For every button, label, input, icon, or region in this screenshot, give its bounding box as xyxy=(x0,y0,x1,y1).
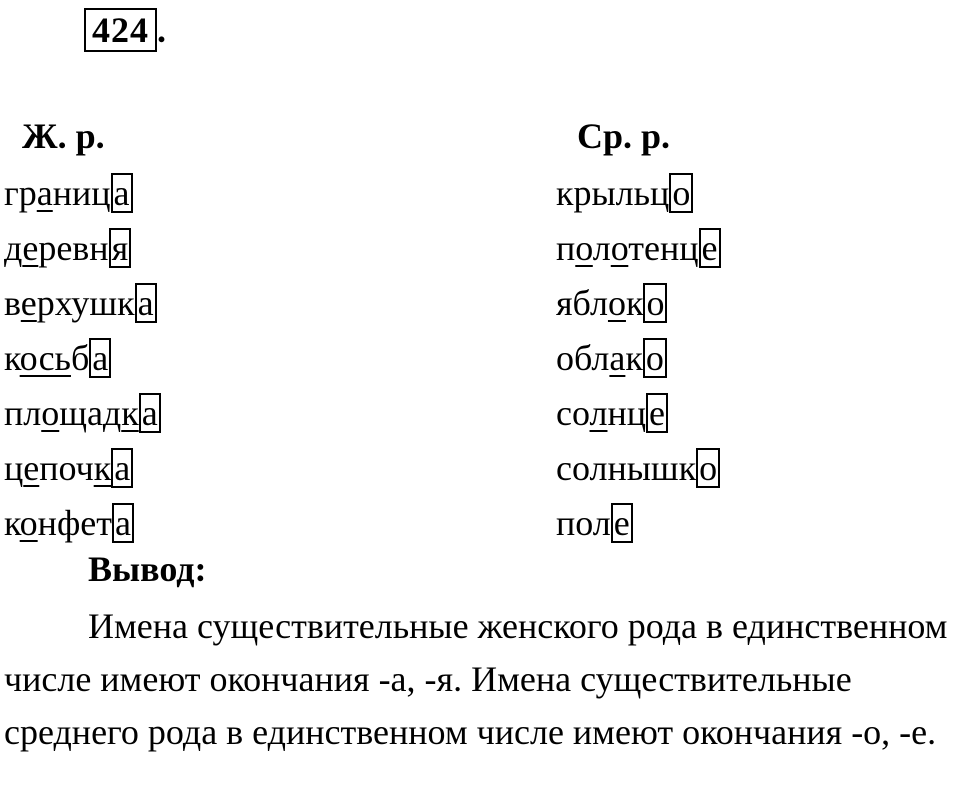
word-part: к xyxy=(625,338,643,378)
neuter-word xyxy=(556,276,721,331)
word-part: б xyxy=(70,338,90,378)
neuter-word xyxy=(556,166,721,221)
word-ending: о xyxy=(696,448,720,488)
word-part: ревн xyxy=(38,228,109,268)
neuter-word xyxy=(556,331,721,386)
word-part: крыльц xyxy=(556,173,670,213)
feminine-word xyxy=(4,441,161,496)
conclusion-heading: Вывод: xyxy=(88,549,207,589)
exercise-number-dot: . xyxy=(157,10,167,50)
unstressed-vowel: к xyxy=(93,448,112,488)
word-ending: а xyxy=(111,448,133,488)
word-part: ниц xyxy=(52,173,111,213)
feminine-word-list xyxy=(4,166,161,551)
word-part: ябл xyxy=(556,283,608,323)
feminine-word xyxy=(4,276,161,331)
unstressed-vowel: о xyxy=(610,228,629,268)
neuter-word-list xyxy=(556,166,721,551)
word-ending: о xyxy=(643,338,667,378)
word-part: к xyxy=(4,338,20,378)
feminine-word xyxy=(4,331,161,386)
word-ending: а xyxy=(89,338,111,378)
conclusion-text: Имена существительные женского рода в единственном числе имеют окончания -а, -я. Имена существительные среднего рода в единственном числе имеют окончания -о, -е. xyxy=(4,606,948,752)
word-part: д xyxy=(4,228,23,268)
unstressed-vowel: о xyxy=(607,283,626,323)
word-ending: а xyxy=(112,503,134,543)
word-ending: я xyxy=(109,228,132,268)
word-part: нц xyxy=(607,393,647,433)
word-part: обл xyxy=(556,338,610,378)
unstressed-vowel: к xyxy=(121,393,139,433)
feminine-word xyxy=(4,496,161,551)
word-part: солнышк xyxy=(556,448,697,488)
word-ending: е xyxy=(699,228,721,268)
word-ending: а xyxy=(139,393,161,433)
unstressed-vowel: о xyxy=(575,228,593,268)
word-ending: а xyxy=(135,283,157,323)
unstressed-vowel: е xyxy=(23,448,40,488)
unstressed-vowel: а xyxy=(36,173,53,213)
word-ending: е xyxy=(611,503,633,543)
word-part: со xyxy=(556,393,590,433)
word-part: пл xyxy=(4,393,42,433)
word-part: в xyxy=(4,283,21,323)
exercise-number-box: 424 xyxy=(84,8,157,52)
word-part: рхушк xyxy=(36,283,135,323)
neuter-word xyxy=(556,221,721,276)
feminine-word xyxy=(4,166,161,221)
exercise-number xyxy=(84,8,167,52)
word-part: тенц xyxy=(628,228,699,268)
word-part: к xyxy=(625,283,644,323)
feminine-word xyxy=(4,386,161,441)
unstressed-vowel: а xyxy=(609,338,626,378)
unstressed-vowel: ось xyxy=(19,338,71,378)
word-part: нфет xyxy=(37,503,112,543)
neuter-word xyxy=(556,496,721,551)
word-part: п xyxy=(556,228,576,268)
unstressed-vowel: е xyxy=(20,283,37,323)
neuter-word xyxy=(556,386,721,441)
neuter-word xyxy=(556,441,721,496)
word-part: пол xyxy=(556,503,611,543)
feminine-heading: Ж. р. xyxy=(22,116,105,156)
unstressed-vowel: о xyxy=(19,503,38,543)
unstressed-vowel: л xyxy=(589,393,608,433)
unstressed-vowel: о xyxy=(41,393,60,433)
neuter-heading: Ср. р. xyxy=(577,116,671,156)
word-ending: о xyxy=(669,173,693,213)
word-part: ц xyxy=(4,448,24,488)
word-part: к xyxy=(4,503,20,543)
unstressed-vowel: е xyxy=(22,228,39,268)
word-ending: е xyxy=(646,393,668,433)
word-part: щад xyxy=(59,393,122,433)
word-part: поч xyxy=(39,448,94,488)
feminine-word xyxy=(4,221,161,276)
word-part: л xyxy=(592,228,611,268)
word-ending: о xyxy=(643,283,667,323)
word-ending: а xyxy=(111,173,133,213)
word-part: гр xyxy=(4,173,37,213)
